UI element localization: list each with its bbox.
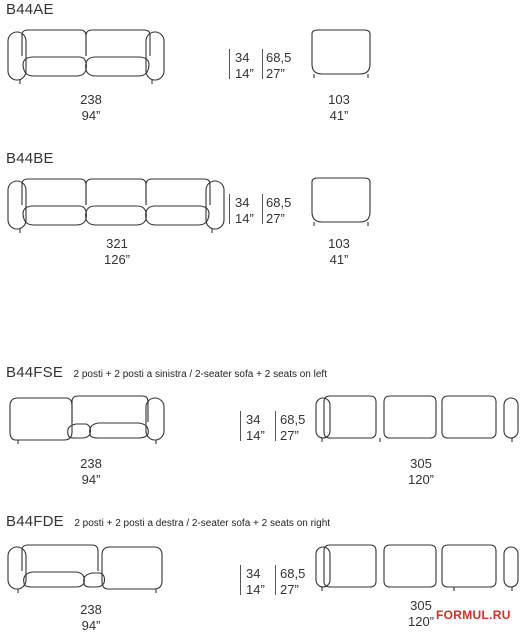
side-in: 41” [329,108,349,123]
width-in: 126” [103,252,131,267]
side-cm: 103 [328,236,350,251]
dimension-tick [229,49,230,79]
dimension-divider [275,565,276,595]
height-in: 14” [246,428,265,443]
dimension-tick [240,411,241,441]
sofa-long-side-drawing [314,392,520,446]
height-in: 14” [235,66,254,81]
depth-cm: 68,5 [266,50,292,65]
depth-in: 27” [280,582,299,597]
side-cm: 305 [410,456,432,471]
dimension-divider [262,194,263,224]
height-in: 14” [235,211,254,226]
sofa-front-drawing [6,392,166,446]
depth-in: 27” [280,428,299,443]
side-cm: 305 [410,598,432,613]
product-code: B44FSE [6,364,64,381]
sofa-side-drawing [306,176,376,230]
sofa-front-drawing [6,26,166,86]
height-cm: 34 [235,195,250,210]
height-cm: 34 [246,412,261,427]
product-code: B44BE [6,150,54,167]
dimension-divider [275,411,276,441]
depth-in: 27” [266,211,285,226]
dimension-divider [262,49,263,79]
sofa-side-drawing [306,28,376,82]
width-cm: 238 [80,602,102,617]
dimension-tick [229,194,230,224]
height-cm: 34 [235,50,250,65]
sofa-front-drawing [6,175,226,235]
product-code: B44AE [6,1,54,18]
width-in: 94” [81,472,101,487]
depth-in: 27” [266,66,285,81]
product-description: 2 posti + 2 posti a sinistra / 2-seater sofa + 2 seats on left [73,369,327,380]
side-in: 41” [329,252,349,267]
height-in: 14” [246,582,265,597]
dimension-tick [240,565,241,595]
width-cm: 238 [80,92,102,107]
product-description: 2 posti + 2 posti a destra / 2-seater sofa + 2 seats on right [74,518,331,529]
sofa-front-drawing [6,541,166,595]
watermark: FORMUL.RU [436,608,511,622]
width-cm: 238 [80,456,102,471]
product-code: B44FDE [6,513,64,530]
width-in: 94” [81,618,101,633]
width-cm: 321 [106,236,128,251]
side-in: 120” [407,614,435,629]
side-cm: 103 [328,92,350,107]
depth-cm: 68,5 [280,412,306,427]
side-in: 120” [407,472,435,487]
height-cm: 34 [246,566,261,581]
depth-cm: 68,5 [280,566,306,581]
sofa-long-side-drawing [314,541,520,595]
depth-cm: 68,5 [266,195,292,210]
width-in: 94” [81,108,101,123]
